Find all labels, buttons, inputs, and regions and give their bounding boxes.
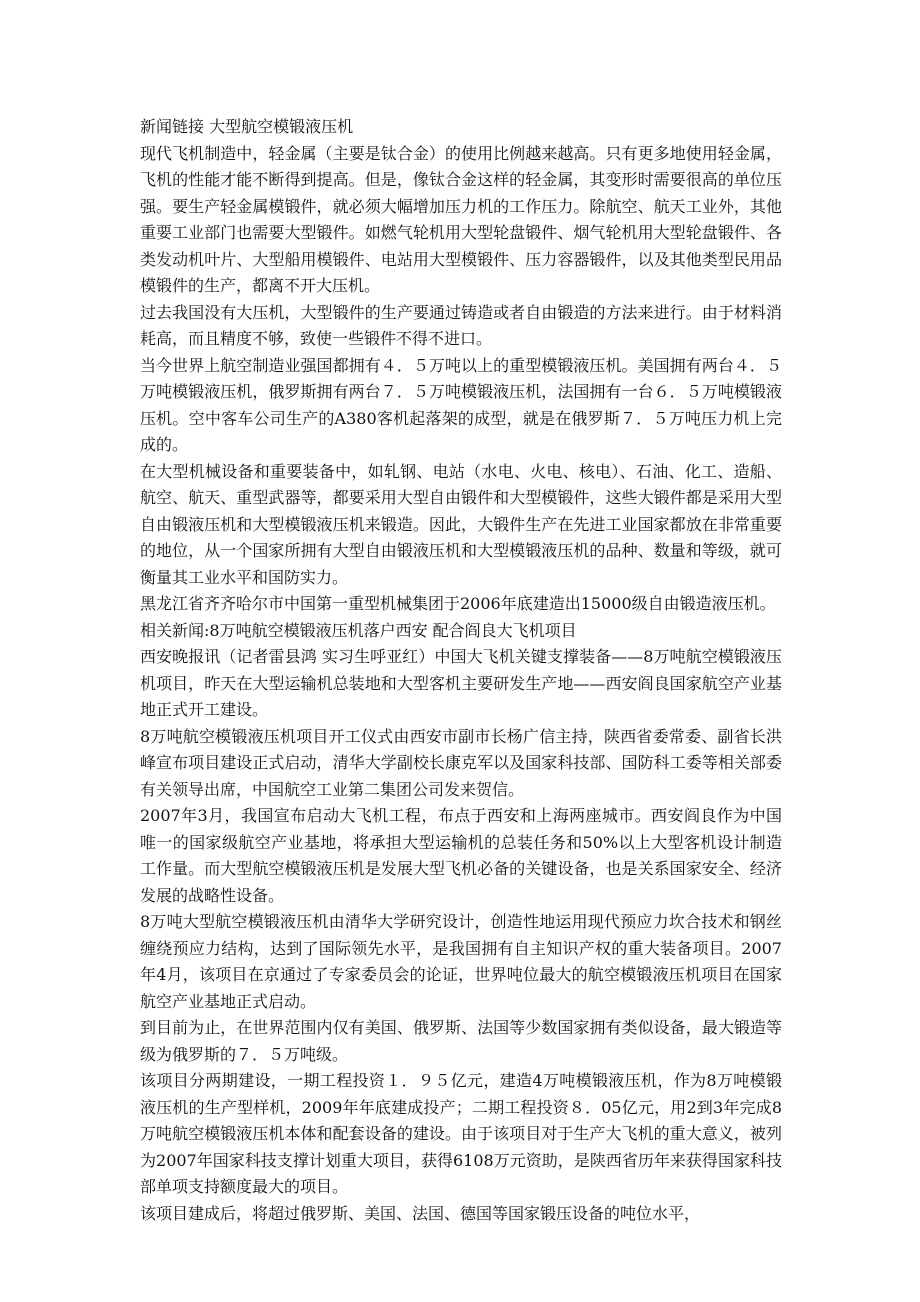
- paragraph: 该项目分两期建设，一期工程投资１．９５亿元，建造4万吨模锻液压机，作为8万吨模锻液压机的生产型样机，2009年年底建成投产；二期工程投资８．05亿元，用2到3年完成8万吨航空模锻液压机本体和配套设备的建设。由于该项目对于生产大飞机的重大意义，被列为2007年国家科技支撑计划重大项目，获得6108万元资助，是陕西省历年来获得国家科技部单项支持额度最大的项目。: [140, 1071, 782, 1196]
- paragraph: 8万吨大型航空模锻液压机由清华大学研究设计，创造性地运用现代预应力坎合技术和钢丝缠绕预应力结构，达到了国际领先水平，是我国拥有自主知识产权的重大装备项目。2007年4月，该项目在京通过了专家委员会的论证，世界吨位最大的航空模锻液压机项目在国家航空产业基地正式启动。: [140, 912, 782, 1011]
- paragraph: 现代飞机制造中，轻金属（主要是钛合金）的使用比例越来越高。只有更多地使用轻金属，飞机的性能才能不断得到提高。但是，像钛合金这样的轻金属，其变形时需要很高的单位压强。要生产轻金属模锻件，就必须大幅增加压力机的工作压力。除航空、航天工业外，其他重要工业部门也需要大型锻件。如燃气轮机用大型轮盘锻件、烟气轮机用大型轮盘锻件、各类发动机叶片、大型船用模锻件、电站用大型模锻件、压力容器锻件，以及其他类型民用品模锻件的生产，都离不开大压机。: [140, 143, 782, 295]
- paragraph: 在大型机械设备和重要装备中，如轧钢、电站（水电、火电、核电）、石油、化工、造船、航空、航天、重型武器等，都要采用大型自由锻件和大型模锻件，这些大锻件都是采用大型自由锻液压机和大型模锻液压机来锻造。因此，大锻件生产在先进工业国家都放在非常重要的地位，从一个国家所拥有大型自由锻液压机和大型模锻液压机的品种、数量和等级，就可衡量其工业水平和国防实力。: [140, 461, 782, 587]
- paragraph: 当今世界上航空制造业强国都拥有４．５万吨以上的重型模锻液压机。美国拥有两台４．５万吨模锻液压机，俄罗斯拥有两台７．５万吨模锻液压机，法国拥有一台６．５万吨模锻液压机。空中客车公司生产的A380客机起落架的成型，就是在俄罗斯７．５万吨压力机上完成的。: [140, 355, 782, 454]
- paragraph: 到目前为止，在世界范围内仅有美国、俄罗斯、法国等少数国家拥有类似设备，最大锻造等级为俄罗斯的７．５万吨级。: [140, 1018, 782, 1064]
- paragraph: 西安晚报讯（记者雷县鸿 实习生呼亚红）中国大飞机关键支撑装备——8万吨航空模锻液压机项目，昨天在大型运输机总装地和大型客机主要研发生产地——西安阎良国家航空产业基地正式开工建设。: [140, 647, 782, 719]
- document-body: [140, 114, 782, 1227]
- paragraph: 过去我国没有大压机，大型锻件的生产要通过铸造或者自由锻造的方法来进行。由于材料消耗高，而且精度不够，致使一些锻件不得不进口。: [140, 302, 782, 348]
- paragraph: 2007年3月，我国宣布启动大飞机工程，布点于西安和上海两座城市。西安阎良作为中国唯一的国家级航空产业基地，将承担大型运输机的总装任务和50%以上大型客机设计制造工作量。而大型航空模锻液压机是发展大型飞机必备的关键设备，也是关系国家安全、经济发展的战略性设备。: [140, 806, 782, 905]
- paragraph: 8万吨航空模锻液压机项目开工仪式由西安市副市长杨广信主持，陕西省委常委、副省长洪峰宣布项目建设正式启动，清华大学副校长康克军以及国家科技部、国防科工委等相关部委有关领导出席，中国航空工业第二集团公司发来贺信。: [140, 726, 782, 799]
- news-heading: 新闻链接 大型航空模锻液压机: [140, 117, 354, 136]
- paragraph: 该项目建成后，将超过俄罗斯、美国、法国、德国等国家锻压设备的吨位水平，: [140, 1203, 701, 1223]
- paragraph: 黑龙江省齐齐哈尔市中国第一重型机械集团于2006年底建造出15000级自由锻造液压机。: [140, 594, 776, 613]
- related-news-heading: 相关新闻:8万吨航空模锻液压机落户西安 配合阎良大飞机项目: [140, 620, 577, 640]
